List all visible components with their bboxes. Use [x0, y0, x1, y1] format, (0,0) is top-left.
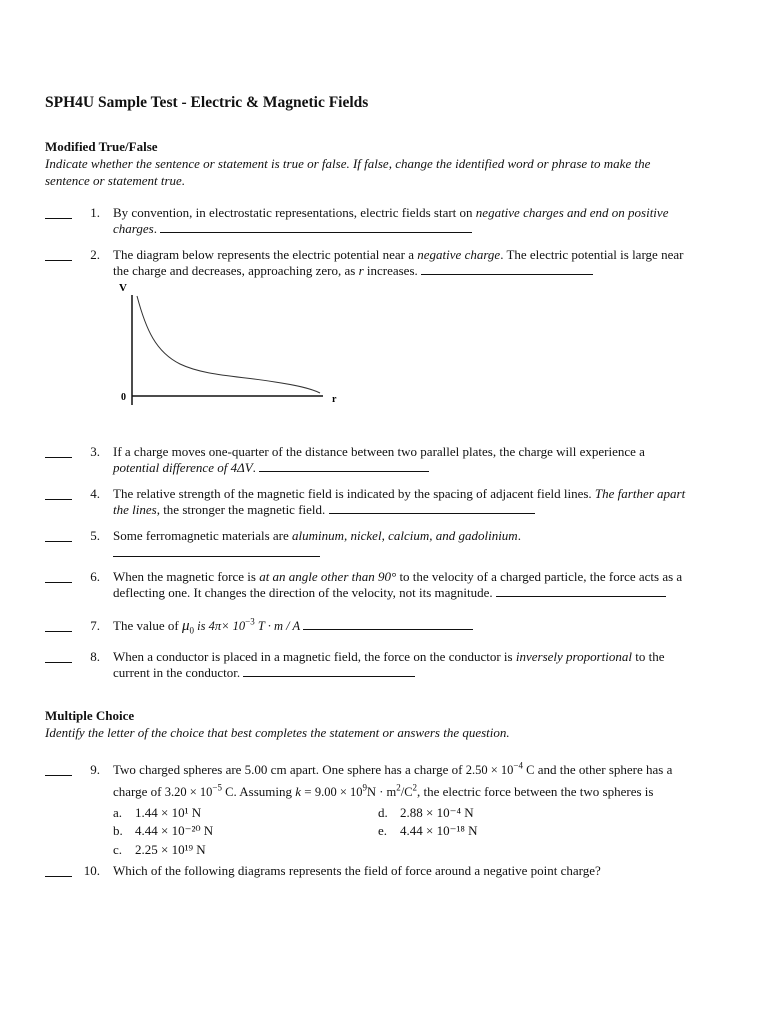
correction-blank-q6[interactable] [496, 585, 666, 597]
q9-charge1: 2.50 × 10 [465, 763, 514, 777]
q8-text-3: current in the conductor. [113, 665, 241, 680]
question-3-line2: potential difference of 4ΔV. [113, 460, 429, 476]
section-instructions-mc: Identify the letter of the choice that best completes the statement or answers the question. [45, 725, 510, 740]
question-9-line2 [113, 784, 653, 800]
q5-text-2: . [517, 528, 521, 543]
choice-text: 4.44 × 10⁻²⁰ N [135, 823, 214, 838]
q9-charge2-unit: C [222, 785, 234, 799]
correction-blank-q2[interactable] [421, 263, 593, 275]
q7-text: The value of [113, 618, 182, 633]
q9-text-5: , the electric force between the two spheres is [417, 784, 654, 799]
question-number: 1. [90, 205, 100, 220]
choice-text: 2.25 × 10¹⁹ N [135, 842, 206, 857]
question-4-line1 [113, 486, 685, 502]
q1-italic: negative charges and end on positive [475, 205, 669, 220]
question-number: 5. [90, 528, 100, 543]
q6-text-3: deflecting one. It changes the direction of the velocity, not its magnitude. [113, 585, 493, 600]
question-8-line1 [113, 649, 665, 665]
q2-text: The diagram below represents the electric potential near a [113, 247, 418, 262]
choice-letter: a. [113, 805, 123, 820]
q4-text: The relative strength of the magnetic field is indicated by the spacing of adjacent field lines. [113, 486, 595, 501]
question-6-line2 [113, 585, 666, 601]
question-1-line1 [113, 205, 668, 221]
correction-blank-q7[interactable] [303, 618, 473, 630]
choice-text: 2.88 × 10⁻⁴ N [400, 805, 474, 820]
section-heading-true-false: Modified True/False [45, 139, 158, 154]
potential-graph [110, 280, 350, 410]
question-number: 6. [90, 569, 100, 584]
q6-text: When the magnetic force is [113, 569, 260, 584]
q2-text-3: the charge and decreases, approaching zero, as [113, 263, 359, 278]
q2-r: r [358, 263, 364, 278]
choice-b[interactable] [113, 823, 213, 839]
question-7-line1 [113, 618, 473, 636]
question-3-line1: If a charge moves one-quarter of the distance between two parallel plates, the charge will experience a [113, 444, 645, 459]
q8-text-2: to the [632, 649, 665, 664]
correction-blank-q1[interactable] [160, 221, 472, 233]
correction-blank-q3[interactable] [259, 460, 429, 472]
q9-charge1-unit: C [522, 763, 535, 777]
question-2-line1 [113, 247, 683, 263]
choice-text: 4.44 × 10⁻¹⁸ N [400, 823, 478, 838]
mu-symbol: μ [181, 618, 190, 634]
q5-text: Some ferromagnetic materials are [113, 528, 293, 543]
choice-c[interactable] [113, 842, 206, 858]
q9-charge2-exp: −5 [212, 782, 222, 793]
question-5-line2 [113, 545, 320, 561]
q6-italic: at an angle other than 90° [259, 569, 397, 584]
choice-a[interactable] [113, 805, 201, 821]
choice-letter: b. [113, 823, 123, 838]
section-instructions-line1: Indicate whether the sentence or statement is true or false. If false, change the identified word or phrase to make the [45, 156, 651, 171]
question-9-line1 [113, 762, 672, 778]
graph-origin-label: 0 [121, 392, 126, 403]
q9-k-exp: 9 [362, 782, 368, 793]
q9-k-unit2: /C [400, 785, 413, 799]
question-number: 8. [90, 649, 100, 664]
q4-italic-2: the lines [113, 502, 157, 517]
q7-value: is 4π× 10 [193, 619, 246, 633]
question-number: 9. [90, 762, 100, 777]
q6-text-2: to the velocity of a charged particle, the force acts as a [396, 569, 683, 584]
question-number: 4. [90, 486, 100, 501]
choice-d[interactable] [378, 805, 474, 821]
q4-text-2: , the stronger the magnetic field. [156, 502, 326, 517]
section-heading-multiple-choice: Multiple Choice [45, 708, 135, 723]
q9-charge1-exp: −4 [513, 760, 523, 771]
q8-text: When a conductor is placed in a magnetic field, the force on the conductor is [113, 649, 516, 664]
q2-italic: negative charge [417, 247, 501, 262]
question-1-line2: charges. [113, 221, 472, 237]
q9-text-3: charge of [113, 784, 165, 799]
graph-x-label: r [332, 394, 337, 405]
q9-k: k [295, 784, 302, 799]
q1-italic-2: charges [113, 221, 154, 236]
section-instructions-line2: sentence or statement true. [45, 173, 186, 188]
graph-potential-curve [137, 296, 320, 393]
correction-blank-q5[interactable] [113, 545, 320, 557]
graph-y-label: V [119, 282, 127, 294]
q9-text-4: . Assuming [233, 784, 296, 799]
q3-italic: potential difference of 4ΔV [113, 460, 253, 475]
q8-italic: inversely proportional [515, 649, 633, 664]
correction-blank-q4[interactable] [329, 502, 535, 514]
question-4-line2 [113, 502, 535, 518]
q2-text-2: . The electric potential is large near [500, 247, 684, 262]
question-number: 2. [90, 247, 100, 262]
q9-k-exp2: 2 [396, 782, 401, 793]
question-6-line1 [113, 569, 682, 585]
q9-charge2: 3.20 × 10 [164, 785, 213, 799]
mu-subscript: 0 [189, 625, 194, 636]
question-number: 3. [90, 444, 100, 459]
question-5-line1 [113, 528, 521, 544]
question-number: 10. [83, 863, 100, 878]
q9-equals: = [301, 784, 315, 799]
q9-text-2: and the other sphere has a [534, 762, 673, 777]
q9-k-value: 9.00 × 10 [314, 785, 363, 799]
q9-k-unit: N · m [367, 785, 397, 799]
page-title: SPH4U Sample Test - Electric & Magnetic Fields [45, 94, 369, 111]
correction-blank-q8[interactable] [243, 665, 415, 677]
q9-k-exp3: 2 [412, 782, 418, 793]
q1-text: By convention, in electrostatic representations, electric fields start on [113, 205, 476, 220]
question-10-line1: Which of the following diagrams represents the field of force around a negative point charge? [113, 863, 601, 878]
choice-letter: c. [113, 842, 123, 857]
question-number: 7. [90, 618, 100, 633]
choice-e[interactable] [378, 823, 478, 839]
question-2-line2 [113, 263, 593, 279]
choice-letter: d. [378, 805, 388, 820]
q2-text-4: increases. [363, 263, 418, 278]
question-8-line2 [113, 665, 415, 681]
q7-units: T · m / A [254, 619, 301, 633]
q4-italic: The farther apart [594, 486, 686, 501]
choice-text: 1.44 × 10¹ N [135, 805, 202, 820]
q5-italic: aluminum, nickel, calcium, and gadolinium [292, 528, 518, 543]
q9-text: Two charged spheres are 5.00 cm apart. One sphere has a charge of [113, 762, 466, 777]
q7-exponent: −3 [245, 616, 255, 627]
choice-letter: e. [378, 823, 388, 838]
